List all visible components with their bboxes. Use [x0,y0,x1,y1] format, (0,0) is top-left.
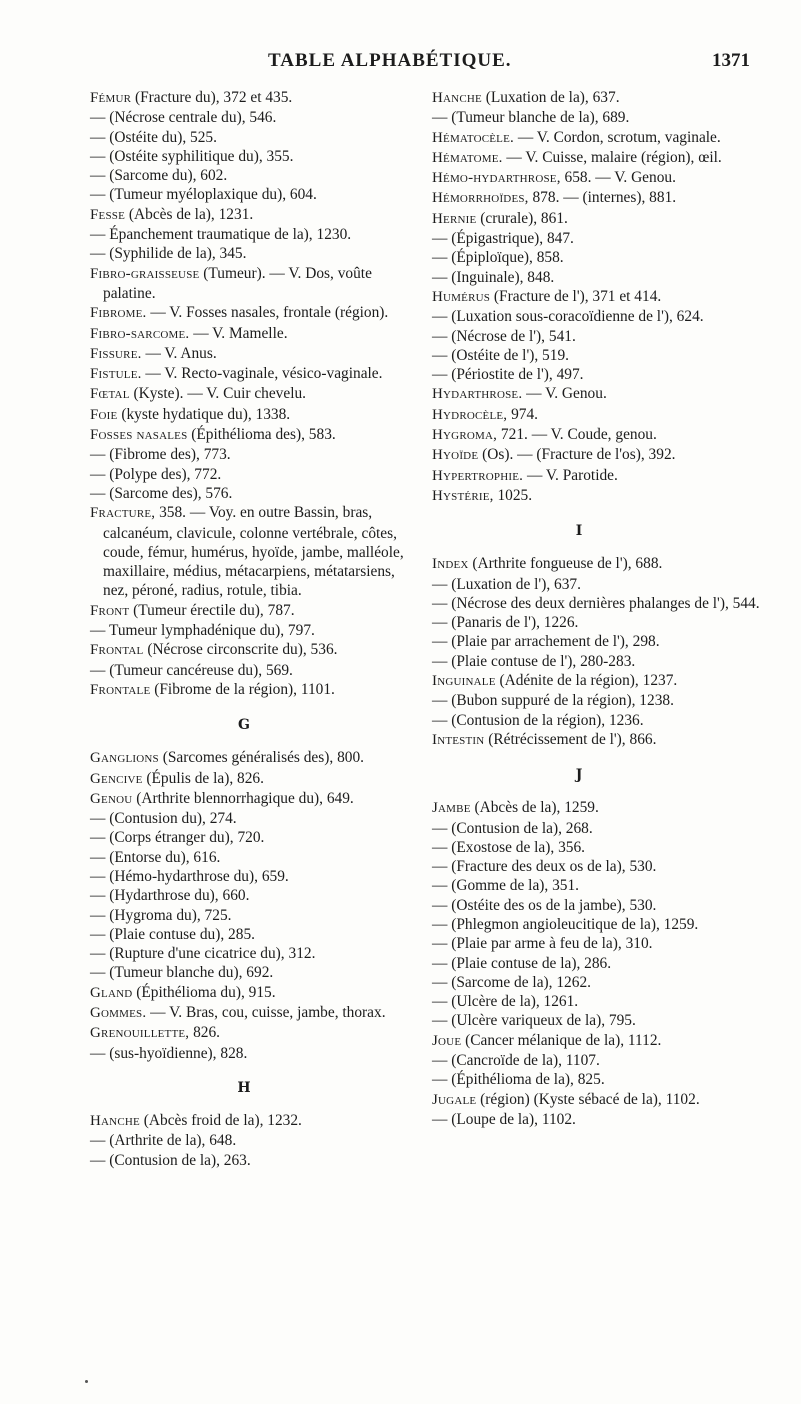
entry-text: — Tumeur lymphadénique du), 797. [90,622,315,640]
index-entry [90,185,412,204]
index-entry [432,954,760,973]
entry-text: — V. Mamelle. [189,324,288,342]
entry-text: — (Sarcome de la), 1262. [432,973,591,991]
index-entry [432,148,760,168]
index-entry [432,819,760,838]
left-column [90,88,412,1170]
index-entry [432,554,760,574]
entry-text: (Os). — (Fracture de l'os), 392. [478,446,676,464]
index-entry [90,384,412,404]
index-entry [432,691,760,710]
entry-text: — (Contusion du), 274. [90,810,237,828]
entry-text: — (Contusion de la), 268. [432,819,593,837]
section-letter: G [238,717,250,734]
entry-headword: Hémorrhoïdes, [432,190,529,207]
entry-text: — (Épigastrique), 847. [432,230,574,248]
entry-text: — (Entorse du), 616. [90,848,221,866]
entry-text: — (Plaie contuse du), 285. [90,925,255,943]
entry-text: — (Arthrite de la), 648. [90,1132,237,1150]
entry-text: — (Gomme de la), 351. [432,877,580,895]
entry-text: — (Cancroïde de la), 1107. [432,1052,600,1070]
index-entry [90,264,412,304]
entry-headword: Jambe [432,800,471,817]
index-entry [90,364,412,384]
index-entry [432,1110,760,1129]
index-entry [90,108,412,127]
entry-text: (Nécrose circonscrite du), 536. [143,641,338,659]
entry-text: (Kyste). — V. Cuir chevelu. [129,385,307,403]
entry-headword: Ganglions [90,750,159,767]
entry-text: — V. Genou. [522,385,607,403]
entry-text: — (Bubon suppuré de la région), 1238. [432,692,674,710]
entry-text: — (Périostite de l'), 497. [432,366,584,384]
entry-headword: Gencive [90,770,143,787]
entry-text: (Tumeur érectile du), 787. [129,601,295,619]
entry-text: — (Panaris de l'), 1226. [432,614,579,632]
index-entry [90,1003,412,1023]
index-entry [432,108,760,127]
entry-text: — (Ostéite du), 525. [90,128,217,146]
entry-text: — (Syphilide de la), 345. [90,245,247,263]
entry-text: — (sus-hyoïdienne), 828. [90,1044,248,1062]
index-entry [90,344,412,364]
entry-headword: Intestin [432,731,485,748]
index-entry [432,632,760,651]
entry-text: — (Hydarthrose du), 660. [90,887,250,905]
entry-text: — (Tumeur blanche du), 692. [90,964,274,982]
entry-headword: Hystérie, [432,487,494,504]
index-entry [90,621,412,640]
index-entry [432,1090,760,1110]
entry-headword: Index [432,556,469,573]
index-entry [432,857,760,876]
entry-text: — V. Cuisse, malaire (région), œil. [502,148,722,166]
index-entry [90,886,412,905]
index-entry [432,466,760,486]
index-entry [90,680,412,700]
entry-text: — (Ulcère variqueux de la), 795. [432,1012,636,1030]
entry-headword: Hernie [432,210,477,227]
index-entry [90,867,412,886]
entry-text: (Rétrécissement de l'), 866. [484,730,657,748]
entry-text: — (Nécrose des deux dernières phalanges de l'), 544. [432,594,760,612]
entry-text: (Abcès froid de la), 1232. [139,1111,302,1129]
entry-headword: Hydrocèle, [432,406,508,423]
entry-text: (Fracture du), 372 et 435. [131,89,293,106]
entry-text: — V. Recto-vaginale, vésico-vaginale. [141,365,383,383]
entry-headword: Inguinale [432,673,496,690]
entry-headword: Hématome. [432,149,503,166]
index-entry [90,1111,412,1131]
index-entry [432,973,760,992]
index-entry [90,748,412,768]
index-entry [90,925,412,944]
entry-text: — (Luxation sous-coracoïdienne de l'), 624. [432,308,704,326]
entry-text: — (Contusion de la région), 1236. [432,711,644,729]
index-entry [432,384,760,404]
index-entry [432,575,760,594]
section-letter: J [575,767,583,784]
entry-headword: Hygroma, [432,427,498,444]
entry-headword: Humérus [432,288,491,305]
entry-text: — (Plaie par arrachement de l'), 298. [432,633,660,651]
index-entry [90,324,412,344]
entry-headword: Hématocèle. [432,129,514,146]
index-entry [432,425,760,445]
index-entry [90,789,412,809]
entry-headword: Fibrome. [90,305,147,322]
index-entry [432,896,760,915]
index-entry [432,346,760,365]
index-entry [90,147,412,166]
entry-text: (région) (Kyste sébacé de la), 1102. [476,1090,700,1108]
entry-text: (Fibrome de la région), 1101. [150,680,335,698]
entry-text: — (Contusion de la), 263. [90,1151,251,1169]
index-entry [432,209,760,229]
index-entry [90,769,412,789]
entry-text: — (Sarcome des), 576. [90,484,233,502]
entry-headword: Grenouillette, [90,1025,190,1042]
entry-text: — (Rupture d'une cicatrice du), 312. [90,945,316,963]
index-entry [432,1070,760,1089]
entry-text: — (Hémo-hydarthrose du), 659. [90,867,289,885]
index-entry [90,244,412,263]
entry-text: — V. Parotide. [523,466,618,484]
entry-text: 1025. [493,486,533,504]
entry-text: — (Tumeur blanche de la), 689. [432,109,630,127]
entry-text: — Épanchement traumatique de la), 1230. [90,226,352,244]
index-entry [90,601,412,621]
index-entry [432,405,760,425]
entry-text: — (Nécrose centrale du), 546. [90,109,277,127]
page-number: 1371 [712,50,750,71]
index-entry [90,983,412,1003]
entry-headword: Gland [90,984,133,1001]
entry-text: — V. Anus. [141,344,217,362]
entry-text: — (Corps étranger du), 720. [90,829,265,847]
index-entry [432,287,760,307]
entry-text: 826. [189,1024,221,1042]
entry-text: 878. — (internes), 881. [528,189,677,207]
running-title: TABLE ALPHABÉTIQUE. [268,50,512,71]
entry-text: (Épulis de la), 826. [142,769,264,787]
entry-text: — (Hygroma du), 725. [90,906,232,924]
index-entry [432,248,760,267]
index-entry [90,88,412,108]
entry-text: (Sarcomes généralisés des), 800. [158,749,365,767]
entry-text: — V. Bras, cou, cuisse, jambe, thorax. [146,1004,386,1022]
index-entry [432,365,760,384]
index-entry [432,594,760,613]
index-entry [90,205,412,225]
section-letter: H [237,1079,251,1096]
entry-text: (Épithélioma des), 583. [187,426,336,444]
index-entry [90,405,412,425]
entry-text: — (Sarcome du), 602. [90,167,228,185]
entry-text: — (Tumeur cancéreuse du), 569. [90,661,293,679]
entry-headword: Hydarthrose. [432,386,523,403]
entry-text: (Fracture de l'), 371 et 414. [490,287,662,305]
index-entry [90,425,412,445]
entry-headword: Hyoïde [432,447,479,464]
index-entry [90,963,412,982]
section-letter: I [575,523,583,540]
running-head [0,50,801,80]
index-entry [432,327,760,346]
entry-text: — (Loupe de la), 1102. [432,1110,576,1128]
entry-text: — (Fibrome des), 773. [90,446,231,464]
index-entry [90,944,412,963]
index-entry [90,906,412,925]
entry-text: — (Phlegmon angioleucitique de la), 1259. [432,915,699,933]
entry-text: (Adénite de la région), 1237. [495,672,678,690]
index-entry [90,661,412,680]
entry-text: — (Ulcère de la), 1261. [432,993,579,1011]
entry-headword: Hanche [432,90,482,106]
entry-text: — (Épithélioma de la), 825. [432,1071,605,1089]
index-entry [432,268,760,287]
entry-text: — (Ostéite des os de la jambe), 530. [432,896,657,914]
index-entry [432,1031,760,1051]
entry-headword: Gommes. [90,1005,147,1022]
entry-headword: Jugale [432,1091,477,1108]
entry-text: — (Ostéite syphilitique du), 355. [90,147,294,165]
index-entry [432,876,760,895]
index-entry [90,465,412,484]
entry-headword: Genou [90,790,133,807]
index-entry [432,798,760,818]
index-entry [432,229,760,248]
margin-speck [85,1380,88,1383]
entry-headword: Hémo-hydarthrose, [432,170,561,187]
entry-text: (Luxation de la), 637. [481,89,620,106]
index-entry [432,652,760,671]
index-entry [432,992,760,1011]
entry-text: — (Polype des), 772. [90,465,222,483]
entry-text: — (Inguinale), 848. [432,268,555,286]
entry-headword: Foie [90,406,118,423]
entry-text: (Tumeur). — V. Dos, voûte palatine. [103,264,372,302]
entry-text: — V. Cordon, scrotum, vaginale. [513,128,721,146]
entry-text: — V. Fosses nasales, frontale (région). [146,304,389,322]
index-entry [90,166,412,185]
entry-headword: Fosses nasales [90,427,188,444]
entry-text: 658. — V. Genou. [560,169,676,187]
entry-text: — (Plaie contuse de l'), 280-283. [432,652,636,670]
entry-headword: Joue [432,1032,462,1049]
index-entry [432,934,760,953]
index-entry [90,640,412,660]
index-entry [432,613,760,632]
index-entry [90,1044,412,1063]
index-entry [432,671,760,691]
index-entry [90,128,412,147]
entry-text: — (Épiploïque), 858. [432,249,564,267]
entry-text: (Cancer mélanique de la), 1112. [461,1031,662,1049]
entry-text: (Abcès de la), 1259. [470,799,599,817]
entry-headword: Hanche [90,1112,140,1129]
index-entry [432,711,760,730]
index-entry [90,1131,412,1150]
index-entry [90,303,412,323]
entry-text: — (Plaie par arme à feu de la), 310. [432,935,653,953]
index-entry [432,307,760,326]
entry-headword: Fémur [90,90,132,106]
entry-headword: Fistule. [90,366,142,383]
entry-text: 358. — Voy. en outre Bassin, bras, calcanéum, clavicule, colonne vertébrale, côtes, coude, fémur, humérus, hyoïde, jambe, malléole, maxillaire, médius, métacarpiens, métatarsiens, nez, péroné, radius, rotule, tibia. [103,504,404,600]
index-entry [432,445,760,465]
index-entry [90,503,412,600]
entry-text: (Arthrite blennorrhagique du), 649. [132,789,354,807]
index-entry [90,848,412,867]
entry-text: (kyste hydatique du), 1338. [117,405,291,423]
entry-headword: Frontale [90,681,151,698]
index-entry [432,188,760,208]
entry-text: — (Ostéite de l'), 519. [432,346,569,364]
entry-headword: Fibro-sarcome. [90,325,190,342]
entry-text: (Arthrite fongueuse de l'), 688. [468,555,663,573]
entry-headword: Fracture, [90,505,156,522]
entry-headword: Fesse [90,206,126,223]
entry-headword: Fœtal [90,386,130,403]
index-entry [90,484,412,503]
entry-headword: Front [90,602,130,619]
entry-text: (Épithélioma du), 915. [132,983,276,1001]
index-entry [432,168,760,188]
right-column [432,88,760,1129]
index-entry [90,1023,412,1043]
index-entry [90,809,412,828]
entry-headword: Hypertrophie. [432,467,524,484]
entry-headword: Fissure. [90,345,142,362]
entry-text: (crurale), 861. [476,209,568,227]
entry-headword: Frontal [90,642,144,659]
entry-text: 721. — V. Coude, genou. [497,426,657,444]
index-entry [432,486,760,506]
entry-text: 974. [507,405,539,423]
entry-text: — (Tumeur myéloplaxique du), 604. [90,186,317,204]
index-entry [432,838,760,857]
entry-text: — (Luxation de l'), 637. [432,575,581,593]
index-entry [90,1151,412,1170]
index-entry [432,1011,760,1030]
entry-text: — (Fracture des deux os de la), 530. [432,858,657,876]
entry-text: (Abcès de la), 1231. [125,205,254,223]
entry-text: — (Nécrose de l'), 541. [432,327,576,345]
index-entry [432,915,760,934]
index-entry [432,1051,760,1070]
index-entry [432,128,760,148]
entry-text: — (Plaie contuse de la), 286. [432,954,612,972]
entry-text: — (Exostose de la), 356. [432,838,586,856]
entry-headword: Fibro-graisseuse [90,265,200,282]
index-entry [432,730,760,750]
index-entry [432,88,760,108]
index-entry [90,828,412,847]
index-entry [90,225,412,244]
index-entry [90,445,412,464]
